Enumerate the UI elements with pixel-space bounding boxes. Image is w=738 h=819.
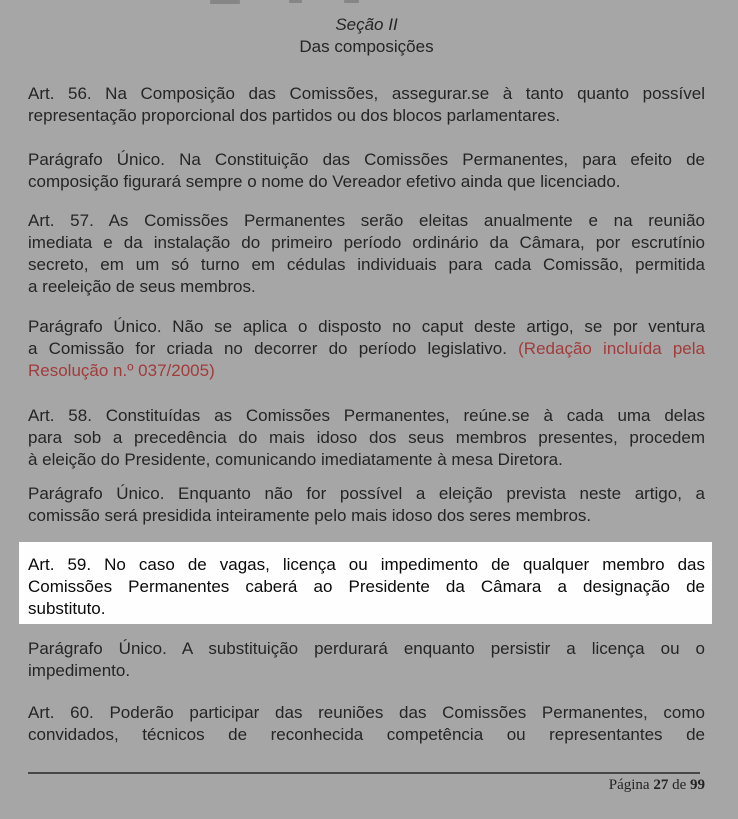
paragraph-art-59-highlighted[interactable]: [19, 542, 712, 624]
text-line: [28, 276, 705, 298]
paragraph-unico-art-59: [28, 638, 705, 682]
paragraph-unico-art-57: [28, 316, 705, 382]
text-segment: Art. 59. No caso de vagas, licença ou impedimento de qualquer membro das: [28, 555, 705, 574]
amendment-note: (Redação incluída pela: [518, 339, 705, 358]
page-total: 99: [690, 777, 705, 793]
page-current: 27: [653, 777, 669, 793]
text-segment: representação proporcional dos partidos ou dos blocos parlamentares.: [28, 106, 561, 125]
text-line: [28, 360, 705, 382]
text-segment: Art. 57. As Comissões Permanentes serão eleitas anualmente e na reunião: [28, 211, 705, 230]
text-line: [28, 724, 705, 746]
text-line: [28, 554, 705, 576]
page-number: [609, 776, 705, 795]
text-line: [28, 449, 705, 471]
text-segment: Parágrafo Único. Na Constituição das Comissões Permanentes, para efeito de: [28, 150, 705, 169]
section-title: Seção II: [335, 15, 398, 34]
paragraph-unico-art-58: [28, 483, 705, 527]
paragraph-art-60: [28, 702, 705, 746]
text-segment: composição figurará sempre o nome do Vereador efetivo ainda que licenciado.: [28, 172, 621, 191]
clipped-text-remnant: [289, 0, 302, 3]
text-line: [28, 576, 705, 598]
text-line: [28, 171, 705, 193]
text-segment: imediata e da instalação do primeiro período ordinário da Câmara, por escrutínio: [28, 233, 705, 252]
text-line: [28, 254, 705, 276]
text-segment: à eleição do Presidente, comunicando imediatamente à mesa Diretora.: [28, 450, 563, 469]
text-segment: Art. 58. Constituídas as Comissões Permanentes, reúne.se à cada uma delas: [28, 406, 705, 425]
section-heading: [28, 14, 705, 58]
amendment-note: Resolução n.º 037/2005): [28, 361, 215, 380]
text-segment: Art. 60. Poderão participar das reuniões das Comissões Permanentes, como: [28, 703, 705, 722]
text-line: [28, 210, 705, 232]
page-separator: de: [672, 777, 687, 793]
text-segment: a Comissão for criada no decorrer do período legislativo.: [28, 339, 519, 358]
text-segment: Art. 56. Na Composição das Comissões, assegurar.se à tanto quanto possível: [28, 84, 705, 103]
text-line: [28, 149, 705, 171]
text-line: [28, 427, 705, 449]
text-line: [28, 598, 705, 620]
footer-divider: [28, 772, 700, 774]
text-segment: secreto, em um só turno em cédulas individuais para cada Comissão, permitida: [28, 255, 705, 274]
text-line: [28, 316, 705, 338]
paragraph-art-58: [28, 405, 705, 471]
text-line: [28, 232, 705, 254]
text-segment: convidados, técnicos de reconhecida competência ou representantes de: [28, 725, 705, 744]
text-line: [28, 83, 705, 105]
text-segment: substituto.: [28, 599, 106, 618]
clipped-text-remnant: [210, 0, 240, 4]
text-segment: a reeleição de seus membros.: [28, 277, 256, 296]
paragraph-unico-art-56: [28, 149, 705, 193]
text-line: [28, 638, 705, 660]
text-line: [28, 660, 705, 682]
text-segment: comissão será presidida inteiramente pelo mais idoso dos seres membros.: [28, 506, 592, 525]
text-segment: impedimento.: [28, 661, 131, 680]
text-segment: Comissões Permanentes caberá ao Presidente da Câmara a designação de: [28, 577, 705, 596]
text-line: [28, 483, 705, 505]
text-segment: Parágrafo Único. Enquanto não for possível a eleição prevista neste artigo, a: [28, 484, 705, 503]
text-line: [28, 702, 705, 724]
clipped-text-remnant: [344, 0, 359, 3]
text-line: [28, 405, 705, 427]
text-line: [28, 105, 705, 127]
paragraph-art-57: [28, 210, 705, 298]
text-segment: Parágrafo Único. Não se aplica o disposto no caput deste artigo, se por ventura: [28, 317, 705, 336]
page-label: Página: [608, 777, 650, 793]
section-subtitle: Das composições: [299, 37, 434, 56]
text-segment: para sob a precedência do mais idoso dos seus membros presentes, procedem: [28, 428, 705, 447]
text-line: [28, 505, 705, 527]
text-line: [28, 338, 705, 360]
paragraph-art-56: [28, 83, 705, 127]
text-segment: Parágrafo Único. A substituição perdurará enquanto persistir a licença ou o: [28, 639, 705, 658]
